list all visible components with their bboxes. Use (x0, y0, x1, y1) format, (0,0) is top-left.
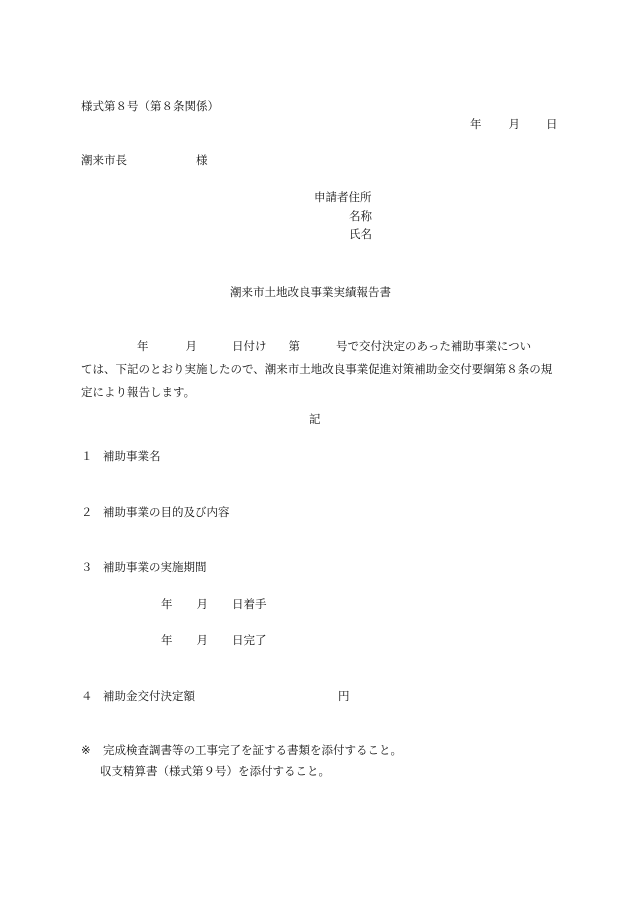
item-1-number: １ (81, 449, 93, 463)
applicant-person-label: 氏名 (349, 227, 372, 241)
item-3-number: ３ (81, 560, 93, 574)
body-paragraph (81, 335, 553, 404)
amount-unit: 円 (338, 689, 350, 703)
body-line-3: 定により報告します。 (81, 385, 196, 399)
item-2-number: ２ (81, 505, 93, 519)
body-number-prefix: 第 (288, 339, 300, 353)
note-mark: ※ (81, 743, 91, 757)
document-title: 潮来市土地改良事業実績報告書 (230, 285, 391, 299)
body-year: 年 (137, 339, 149, 353)
body-line1-rest: 号で交付決定のあった補助事業につい (336, 339, 532, 353)
body-line-2: ては、下記のとおり実施したので、潮来市土地改良事業促進対策補助金交付要綱第８条の規 (81, 362, 553, 376)
item-1-label: 補助事業名 (103, 449, 161, 463)
note-line-1: 完成検査調書等の工事完了を証する書類を添付すること。 (103, 743, 402, 757)
applicant-name-label: 名称 (349, 209, 372, 223)
period-start-year: 年 (161, 597, 173, 611)
period-end-day: 日完了 (232, 633, 267, 647)
form-number: 様式第８号（第８条関係） (81, 99, 219, 113)
note-line-2: 収支精算書（様式第９号）を添付すること。 (100, 764, 330, 778)
item-4-label: 補助金交付決定額 (103, 689, 195, 703)
period-end (161, 633, 267, 647)
period-start (161, 597, 267, 611)
addressee-honorific: 様 (196, 153, 208, 167)
item-4-number: ４ (81, 689, 93, 703)
applicant-address-label: 申請者住所 (314, 190, 372, 204)
addressee-name: 潮来市長 (81, 153, 127, 167)
date-month: 月 (508, 117, 520, 131)
ki-heading: 記 (309, 412, 321, 426)
date-day: 日 (546, 117, 558, 131)
item-3-label: 補助事業の実施期間 (103, 560, 207, 574)
period-start-day: 日着手 (232, 597, 267, 611)
period-start-month: 月 (196, 597, 208, 611)
period-end-year: 年 (161, 633, 173, 647)
body-month: 月 (185, 339, 197, 353)
item-2-label: 補助事業の目的及び内容 (103, 505, 230, 519)
body-dated: 日付け (232, 339, 267, 353)
date-year: 年 (470, 117, 482, 131)
period-end-month: 月 (196, 633, 208, 647)
body-line-1 (81, 335, 549, 358)
date-line (470, 117, 558, 131)
